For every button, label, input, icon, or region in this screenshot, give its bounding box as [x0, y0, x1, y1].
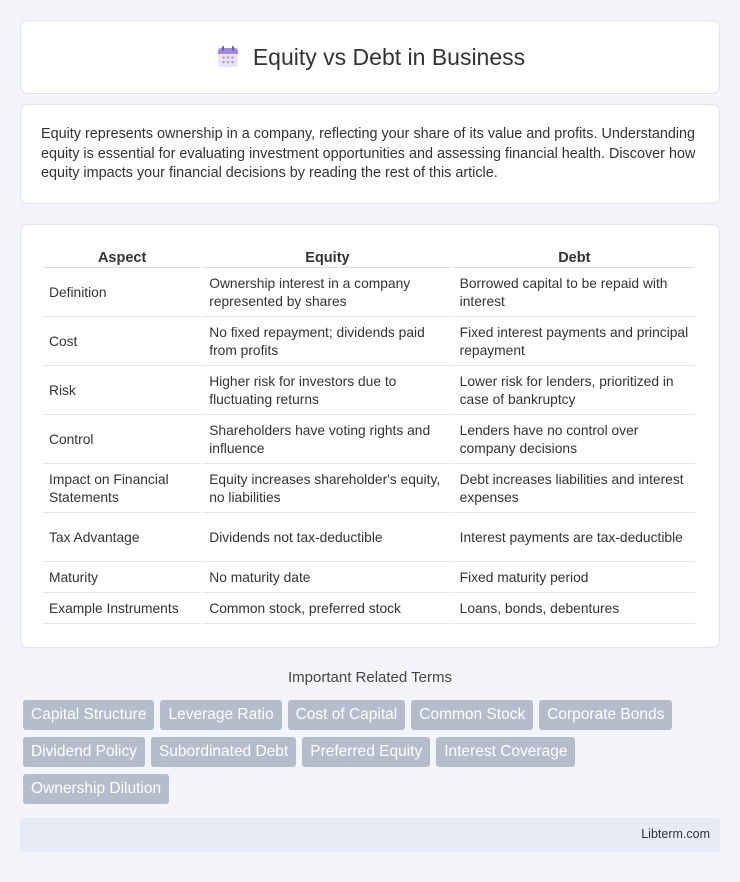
table-cell: No maturity date: [203, 564, 451, 593]
table-cell: Common stock, preferred stock: [203, 595, 451, 624]
table-cell: Maturity: [43, 564, 201, 593]
table-cell: Interest payments are tax-deductible: [454, 515, 695, 562]
intro-card: [20, 104, 720, 204]
table-cell: Shareholders have voting rights and influence: [203, 417, 451, 464]
table-cell: Borrowed capital to be repaid with interest: [454, 270, 695, 317]
table-cell: Higher risk for investors due to fluctuating returns: [203, 368, 451, 415]
table-row: [43, 417, 695, 464]
table-row: [43, 515, 695, 562]
table-cell: Equity increases shareholder's equity, no liabilities: [203, 466, 451, 513]
footer-brand[interactable]: Libterm.com: [641, 827, 710, 841]
tag-corporate-bonds[interactable]: Corporate Bonds: [539, 700, 672, 730]
table-cell: Impact on Financial Statements: [43, 466, 201, 513]
table-row: [43, 319, 695, 366]
table-cell: Debt increases liabilities and interest expenses: [454, 466, 695, 513]
table-cell: Ownership interest in a company represented by shares: [203, 270, 451, 317]
table-row: [43, 270, 695, 317]
table-cell: Cost: [43, 319, 201, 366]
table-cell: Tax Advantage: [43, 515, 201, 562]
table-row: [43, 564, 695, 593]
comparison-table-card: [20, 224, 720, 648]
tag-common-stock[interactable]: Common Stock: [411, 700, 533, 730]
table-header-row: [43, 247, 695, 268]
table-cell: Fixed maturity period: [454, 564, 695, 593]
tag-subordinated-debt[interactable]: Subordinated Debt: [151, 737, 296, 767]
tag-capital-structure[interactable]: Capital Structure: [23, 700, 154, 730]
table-cell: Fixed interest payments and principal repayment: [454, 319, 695, 366]
table-cell: Example Instruments: [43, 595, 201, 624]
table-row: [43, 368, 695, 415]
calendar-icon: [215, 44, 241, 70]
table-cell: Lenders have no control over company decisions: [454, 417, 695, 464]
table-cell: Loans, bonds, debentures: [454, 595, 695, 624]
intro-text: Equity represents ownership in a company, reflecting your share of its value and profits. Understanding equity is essential for evaluating investment opportunities and assessing financial health. Discover how equity impacts your financial decisions by reading the rest of this article.: [41, 126, 696, 181]
header-card: [20, 20, 720, 94]
table-cell: Dividends not tax-deductible: [203, 515, 451, 562]
tag-ownership-dilution[interactable]: Ownership Dilution: [23, 774, 169, 804]
header-debt: Debt: [454, 247, 695, 268]
table-row: [43, 466, 695, 513]
table-cell: Control: [43, 417, 201, 464]
tag-cost-of-capital[interactable]: Cost of Capital: [288, 700, 406, 730]
related-terms-list: [23, 700, 723, 804]
table-cell: No fixed repayment; dividends paid from profits: [203, 319, 451, 366]
header-aspect: Aspect: [43, 247, 201, 268]
tag-preferred-equity[interactable]: Preferred Equity: [302, 737, 430, 767]
table-cell: Risk: [43, 368, 201, 415]
table-cell: Lower risk for lenders, prioritized in case of bankruptcy: [454, 368, 695, 415]
table-row: [43, 595, 695, 624]
table-cell: Definition: [43, 270, 201, 317]
tag-leverage-ratio[interactable]: Leverage Ratio: [160, 700, 281, 730]
footer: [20, 818, 720, 852]
related-terms-title: Important Related Terms: [288, 669, 452, 686]
title-wrap: [215, 44, 525, 71]
tag-interest-coverage[interactable]: Interest Coverage: [436, 737, 575, 767]
comparison-table: [41, 245, 697, 626]
tag-dividend-policy[interactable]: Dividend Policy: [23, 737, 145, 767]
page-title: Equity vs Debt in Business: [252, 43, 526, 70]
header-equity: Equity: [203, 247, 451, 268]
